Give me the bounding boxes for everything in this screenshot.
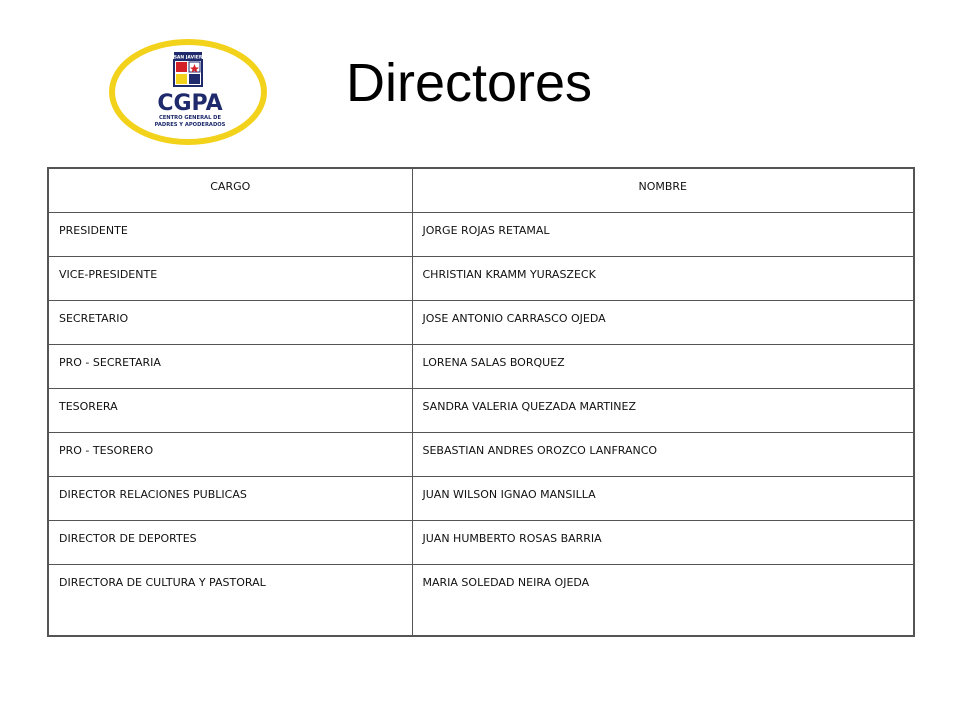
nombre-text: SEBASTIAN ANDRES OROZCO LANFRANCO <box>422 443 658 457</box>
cargo-text: SECRETARIO <box>59 311 129 325</box>
cargo-text: DIRECTOR DE DEPORTES <box>59 531 197 545</box>
nombre-cell <box>412 256 914 300</box>
cargo-cell <box>48 344 412 388</box>
nombre-cell <box>412 212 914 256</box>
cargo-text: TESORERA <box>59 399 118 413</box>
cargo-text: DIRECTOR RELACIONES PUBLICAS <box>59 487 247 501</box>
cargo-text: DIRECTORA DE CULTURA Y PASTORAL <box>59 575 266 589</box>
cargo-text: PRO - TESORERO <box>59 443 154 457</box>
table-row <box>48 432 914 476</box>
cargo-cell <box>48 212 412 256</box>
header-nombre-label: NOMBRE <box>638 180 688 193</box>
cargo-cell <box>48 388 412 432</box>
cargo-text: PRESIDENTE <box>59 223 128 237</box>
nombre-cell <box>412 476 914 520</box>
nombre-text: JOSE ANTONIO CARRASCO OJEDA <box>422 311 606 325</box>
cargo-text: VICE-PRESIDENTE <box>59 267 158 281</box>
cargo-cell <box>48 432 412 476</box>
table-row <box>48 564 914 636</box>
cargo-cell <box>48 300 412 344</box>
logo-line2: PADRES Y APODERADOS <box>154 122 226 128</box>
cargo-cell <box>48 520 412 564</box>
cargo-cell <box>48 564 412 636</box>
nombre-text: LORENA SALAS BORQUEZ <box>422 355 565 369</box>
cargo-cell <box>48 476 412 520</box>
logo-top-text: SAN JAVIER <box>173 55 203 61</box>
nombre-cell <box>412 388 914 432</box>
nombre-text: MARIA SOLEDAD NEIRA OJEDA <box>422 575 590 589</box>
logo-name: CGPA <box>157 91 223 116</box>
table-row <box>48 388 914 432</box>
directors-table-container <box>47 167 913 637</box>
nombre-cell <box>412 564 914 636</box>
logo-shield <box>174 52 203 86</box>
directors-table <box>47 167 915 637</box>
nombre-text: JORGE ROJAS RETAMAL <box>422 223 550 237</box>
nombre-cell <box>412 344 914 388</box>
table-row <box>48 300 914 344</box>
nombre-text: JUAN HUMBERTO ROSAS BARRIA <box>422 531 602 545</box>
nombre-text: CHRISTIAN KRAMM YURASZECK <box>422 267 596 281</box>
nombre-cell <box>412 432 914 476</box>
header-cargo <box>48 168 412 212</box>
table-row <box>48 344 914 388</box>
nombre-cell <box>412 520 914 564</box>
table-row <box>48 256 914 300</box>
nombre-text: JUAN WILSON IGNAO MANSILLA <box>422 487 596 501</box>
header-cargo-label: CARGO <box>210 180 251 193</box>
logo-line1: CENTRO GENERAL DE <box>158 115 222 121</box>
table-row <box>48 212 914 256</box>
nombre-text: SANDRA VALERIA QUEZADA MARTINEZ <box>422 399 637 413</box>
cargo-text: PRO - SECRETARIA <box>59 355 161 369</box>
nombre-cell <box>412 300 914 344</box>
cargo-cell <box>48 256 412 300</box>
header-nombre <box>412 168 914 212</box>
cgpa-logo <box>108 38 268 146</box>
table-row <box>48 476 914 520</box>
table-row <box>48 520 914 564</box>
table-header-row <box>48 168 914 212</box>
page-title: Directores <box>346 53 593 113</box>
